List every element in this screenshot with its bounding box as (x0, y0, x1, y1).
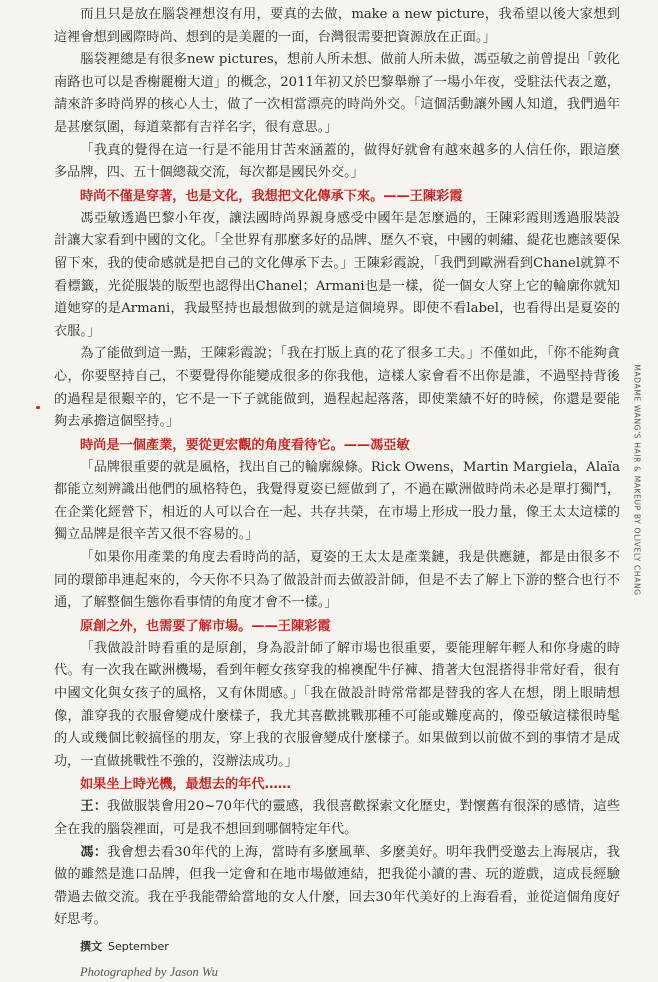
section-heading: 時尚是一個產業，要從更宏觀的角度看待它。——馮亞敏 (80, 437, 410, 453)
side-credit-text: MADAME WANG'S HAIR & MAKEUP BY OLIVELY CHANG (632, 364, 642, 596)
paragraph: 「我真的覺得在這一行是不能用甘苦來涵蓋的，做得好就會有越來越多的人信任你，跟這麼多品牌，四、五十個總裁交流，每次都是國民外交。」 (54, 142, 620, 181)
qa-paragraph (54, 796, 620, 841)
section-heading: 如果坐上時光機，最想去的年代…… (80, 777, 291, 793)
speaker-label: 王： (80, 799, 108, 815)
qa-answer: 我做服裝會用20~70年代的靈感，我很喜歡探索文化歷史，對懷舊有很深的感情，這些全在我的腦袋裡面，可是我不想回到哪個特定年代。 (54, 799, 621, 837)
qa-answer: 我會想去看30年代的上海，當時有多麼風華、多麼美好。明年我們受邀去上海展店，我做的雖然是進口品牌，但我一定會和在地市場做連結，把我從小讀的書、玩的遊戲，這成長經驗帶過去做交流。我在乎我能帶給當地的女人什麼，回去30年代美好的上海看看，並從這個角度好好思考。 (54, 844, 620, 928)
red-mark (36, 406, 40, 409)
paragraph: 為了能做到這一點，王陳彩霞說；「我在打版上真的花了很多工夫。」不僅如此，「你不能夠貪心，你要堅持自己，不要覺得你能變成很多的你我他，這樣人家會看不出你是誰，不過堅持背後的過程是很艱辛的，它不是一下子就能做到，過程起起落落，即使業績不好的時候，你還是要能夠去承擔這個堅持。」 (54, 346, 620, 430)
article (54, 4, 620, 982)
section-heading: 時尚不僅是穿著，也是文化，我想把文化傳承下來。——王陳彩霞 (80, 188, 463, 204)
credit-value: September (108, 939, 169, 953)
photo-credit: Photographed by Jason Wu (80, 964, 218, 979)
paragraph: 「如果你用產業的角度去看時尚的話，夏姿的王太太是產業鏈，我是供應鏈，都是由很多不同的環節串連起來的，今天你不只為了做設計而去做設計師，但是不去了解上下游的整合也行不通，了解整個生態你看事情的角度才會不一樣。」 (54, 550, 620, 611)
side-credit (628, 250, 646, 710)
section-heading: 原創之外，也需要了解市場。——王陳彩霞 (80, 618, 331, 634)
speaker-label: 馮： (80, 844, 108, 860)
paragraph: 腦袋裡總是有很多new pictures，想前人所未想、做前人所未做，馮亞敏之前曾提出「敦化南路也可以是香榭麗榭大道」的概念，2011年初又於巴黎舉辦了一場小年夜，受駐法代表之邀，請來許多時尚界的核心人士，做了一次相當漂亮的時尚外交。「這個活動讓外國人知道，我們過年是甚麼氛圍，每道菜都有吉祥名字，很有意思。」 (54, 52, 620, 135)
writer-credit (54, 938, 620, 956)
paragraph: 馮亞敏透過巴黎小年夜，讓法國時尚界親身感受中國年是怎麼過的，王陳彩霞則透過服裝設計讓大家看到中國的文化。「全世界有那麼多好的品牌、歷久不衰，中國的刺繡、緹花也應該要保留下來，我的使命感就是把自己的文化傳承下去。」王陳彩霞說，「我們到歐洲看到Chanel就算不看標籤，光從服裝的版型也認得出Chanel；Armani也是一樣，從一個女人穿上它的輪廓你就知道她穿的是Armani，我最堅持也最想做到的就是這個境界。即使不看label，也看得出是夏姿的衣服。」 (54, 210, 620, 339)
paragraph: 而且只是放在腦袋裡想沒有用，要真的去做，make a new picture，我希望以後大家想到這裡會想到國際時尚、想到的是美麗的一面，台灣很需要把資源放在正面。」 (54, 7, 620, 45)
qa-paragraph (54, 842, 620, 932)
paragraph: 「品牌很重要的就是風格，找出自己的輪廓線條。Rick Owens，Martin Margiela，Alaïa都能立刻辨識出他們的風格特色，我覺得夏姿已經做到了，不過在歐洲做時尚未必是單打獨鬥，在企業化經營下，相近的人可以合在一起、共存共榮，在市場上形成一股力量，像王太太這樣的獨立品牌是很辛苦又很不容易的。」 (54, 459, 620, 543)
credit-label: 撰文 (80, 939, 102, 953)
paragraph: 「我做設計時看重的是原創，身為設計師了解市場也很重要，要能理解年輕人和你身處的時代。有一次我在歐洲機場，看到年輕女孩穿我的棉襖配牛仔褲、揹著大包混搭得非常好看，很有中國文化與女孩子的風格，又有休閒感。」「我在做設計時常常都是替我的客人在想，閉上眼睛想像，誰穿我的衣服會變成什麼樣子，我尤其喜歡挑戰那種不可能或難度高的，像亞敏這樣很時髦的人或幾個比較搞怪的朋友，穿上我的衣服會變成什麼樣子。如果做到以前做不到的事情才是成功，一直做挑戰性不強的，沒辦法成功。」 (54, 640, 620, 769)
